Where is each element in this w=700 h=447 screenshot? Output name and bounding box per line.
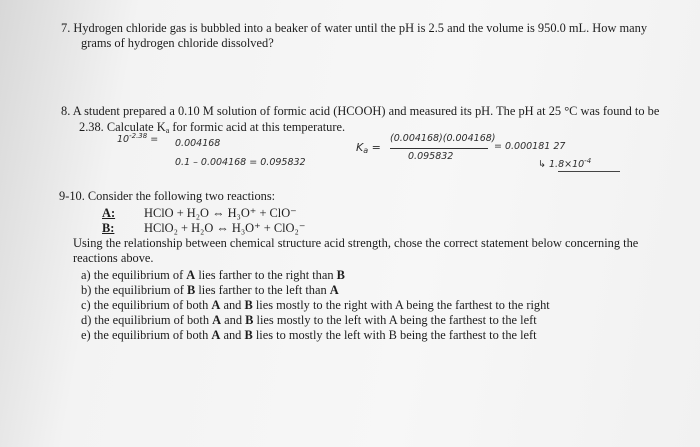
answer-option-d[interactable]: d) the equilibrium of both A and B lies mostly to the left with A being the farthest to the left	[81, 313, 537, 327]
q7-line1: 7. Hydrogen chloride gas is bubbled into a beaker of water until the pH is 2.5 and the volume is 950.0 mL. How many	[61, 21, 648, 35]
answer-option-a[interactable]: a) the equilibrium of A lies farther to the right than B	[81, 268, 345, 282]
reaction-a-equation: HClO + H₂O ⇔ H₃O⁺ + ClO⁻	[144, 206, 297, 220]
q7-line2: grams of hydrogen chloride dissolved?	[81, 36, 274, 50]
answer-option-b[interactable]: b) the equilibrium of B lies farther to the left than A	[81, 283, 339, 297]
q8-line2: 2.38. Calculate $K_a$ for formic acid at this temperature.	[79, 120, 346, 135]
reaction-b-equation: HClO₂ + H₂O ⇔ H₃O⁺ + ClO₂⁻	[144, 221, 306, 235]
arrow-icon: ↳	[538, 159, 546, 171]
reaction-b-label: B:	[102, 221, 115, 235]
hand-ka-label: $K_a$ =	[356, 141, 381, 155]
answer-option-e[interactable]: e) the equilibrium of both A and B lies to mostly the left with B being the farthest to the left	[81, 328, 537, 342]
hand-fraction-bar	[390, 148, 488, 149]
hand-numerator: (0.004168)(0.004168)	[390, 133, 496, 144]
q910-intro: 9-10. Consider the following two reactions:	[59, 189, 276, 203]
reaction-a-label: A:	[102, 206, 116, 220]
q910-using-line1: Using the relationship between chemical structure acid strength, chose the correct statement below concerning the	[73, 236, 639, 250]
hand-power: $10^{-2.38}$ =	[117, 132, 159, 146]
answer-option-c[interactable]: c) the equilibrium of both A and B lies mostly to the right with A being the farthest to the right	[81, 298, 550, 312]
q8-line1: 8. A student prepared a 0.10 M solution of formic acid (HCOOH) and measured its pH. The pH at 25 °C was found to be	[61, 104, 660, 118]
hand-answer-underline	[558, 171, 620, 172]
q910-using-line2: reactions above.	[73, 251, 154, 265]
hand-result: = 0.000181 27	[494, 141, 566, 152]
hand-subtract: 0.1 – 0.004168 = 0.095832	[175, 157, 306, 168]
hand-denominator: 0.095832	[408, 151, 454, 162]
hand-conc: 0.004168	[175, 138, 221, 149]
hand-sci: ↳ $1.8\times 10^{-4}$	[538, 157, 592, 171]
